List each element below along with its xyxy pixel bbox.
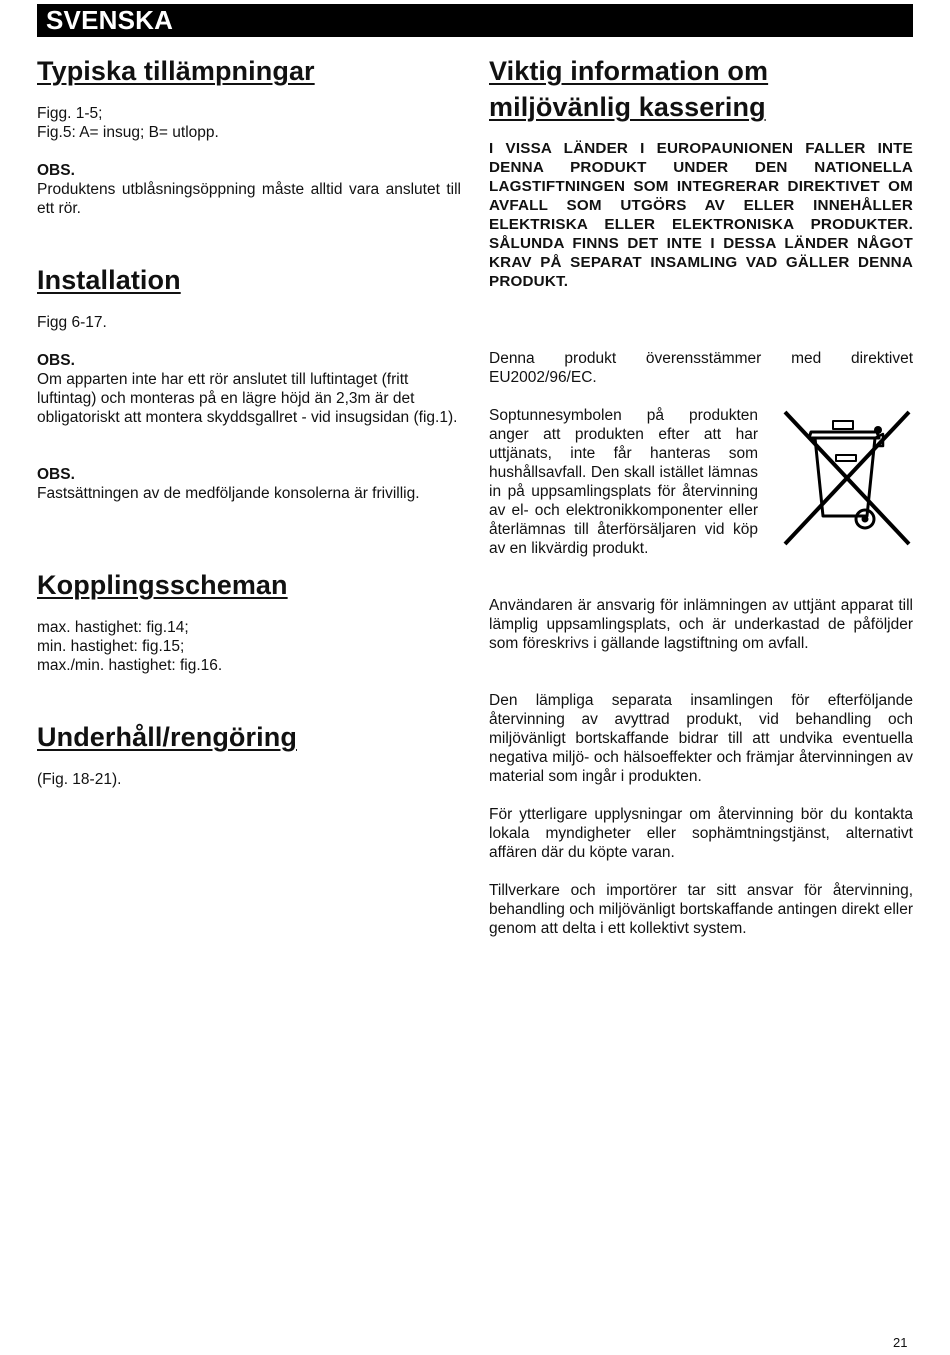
disposal-paragraph: Denna produkt överensstämmer med direktivet EU2002/96/EC. [489, 350, 913, 386]
wiring-lines [37, 618, 461, 675]
installation-obs-1 [37, 351, 461, 427]
wiring-line: max./min. hastighet: fig.16. [37, 657, 223, 674]
typical-figs-line1: Figg. 1-5; [37, 105, 103, 122]
section-title-line1: Viktig information om [489, 56, 769, 86]
section-title: Kopplingsscheman [37, 570, 288, 600]
disposal-paragraph: Soptunnesymbolen på produkten anger att produkten efter att har uttjänats, inte får hanteras som hushållsavfall. Den skall istället lämnas in på uppsamlingsplats för återvinning av el- och elektronikkomponenter eller återlämnas till återförsäljaren vid köp av en likvärdig produkt. [489, 407, 758, 557]
disposal-paragraph: Användaren är ansvarig för inlämningen av uttjänt apparat till lämplig uppsamlingsplats, och är underkastad de påföljder som föreskrivs i gällande lagstiftning om avfall. [489, 597, 913, 652]
wiring-line: min. hastighet: fig.15; [37, 638, 185, 655]
weee-block [489, 406, 913, 581]
wiring-line: max. hastighet: fig.14; [37, 619, 189, 636]
disposal-notice-block [489, 139, 913, 291]
obs-label: OBS. [37, 162, 75, 179]
obs-label: OBS. [37, 466, 75, 483]
section-title: Installation [37, 265, 181, 295]
disposal-paragraph: Tillverkare och importörer tar sitt ansvar för återvinning, behandling och miljövänligt bortskaffande antingen direkt eller genom att delta i ett kollektivt system. [489, 882, 913, 937]
typical-obs [37, 161, 461, 218]
disposal-para4-block [489, 691, 913, 786]
installation-figs-text: Figg 6-17. [37, 314, 107, 331]
installation-figs [37, 313, 461, 332]
section-typical-applications [37, 53, 461, 89]
disposal-paragraph: För ytterligare upplysningar om återvinning bör du kontakta lokala myndigheter eller sophämtningstjänst, alternativt affären där du köpte varan. [489, 806, 913, 861]
disposal-notice: I VISSA LÄNDER I EUROPAUNIONEN FALLER INTE DENNA PRODUKT UNDER DEN NATIONELLA LAGSTIFTNINGEN SOM INTEGRERAR DIREKTIVET OM AVFALL SOM UTGÖRS AV ELLER INNEHÅLLER ELEKTRISKA ELLER ELEKTRONISKA PRODUKTER. SÅLUNDA FINNS DET INTE I DESSA LÄNDER NÅGOT KRAV PÅ SEPARAT INSAMLING VAD GÄLLER DENNA PRODUKT. [489, 140, 913, 290]
section-installation [37, 262, 461, 298]
section-maintenance [37, 719, 461, 755]
disposal-paragraph: Den lämpliga separata insamlingen för efterföljande återvinning av avyttrad produkt, vid behandling och miljövänligt bortskaffande bidrar till att undvika eventuella negativa miljö- och hälsoeffekter och främjar återvinningen av material som ingår i produkten. [489, 692, 913, 785]
obs-text: Fastsättningen av de medföljande konsolerna är frivillig. [37, 485, 420, 502]
section-wiring [37, 567, 461, 603]
section-title-line2: miljövänlig kassering [489, 92, 766, 122]
section-title: Typiska tillämpningar [37, 56, 315, 86]
weee-text-wrap [489, 406, 758, 558]
installation-obs-2 [37, 465, 461, 503]
maintenance-text: (Fig. 18-21). [37, 771, 122, 788]
page-number: 21 [893, 1335, 908, 1350]
obs-label: OBS. [37, 352, 75, 369]
typical-figs-line2: Fig.5: A= insug; B= utlopp. [37, 124, 219, 141]
disposal-para6-block [489, 881, 913, 938]
language-header: SVENSKA [37, 4, 913, 37]
obs-text: Produktens utblåsningsöppning måste alltid vara anslutet till ett rör. [37, 181, 461, 217]
disposal-para1-block [489, 349, 913, 387]
disposal-para5-block [489, 805, 913, 862]
obs-text: Om apparten inte har ett rör anslutet till luftintaget (fritt luftintag) och monteras på en lägre höjd än 2,3m är det obligatoriskt att montera skyddsgallret - vid insugsidan (fig.1). [37, 371, 458, 426]
maintenance-text-block [37, 770, 461, 789]
section-disposal [489, 53, 913, 125]
disposal-para3-block [489, 596, 913, 653]
section-title: Underhåll/rengöring [37, 722, 297, 752]
typical-figs [37, 104, 461, 142]
crossed-out-wheelie-bin-icon [781, 408, 913, 548]
